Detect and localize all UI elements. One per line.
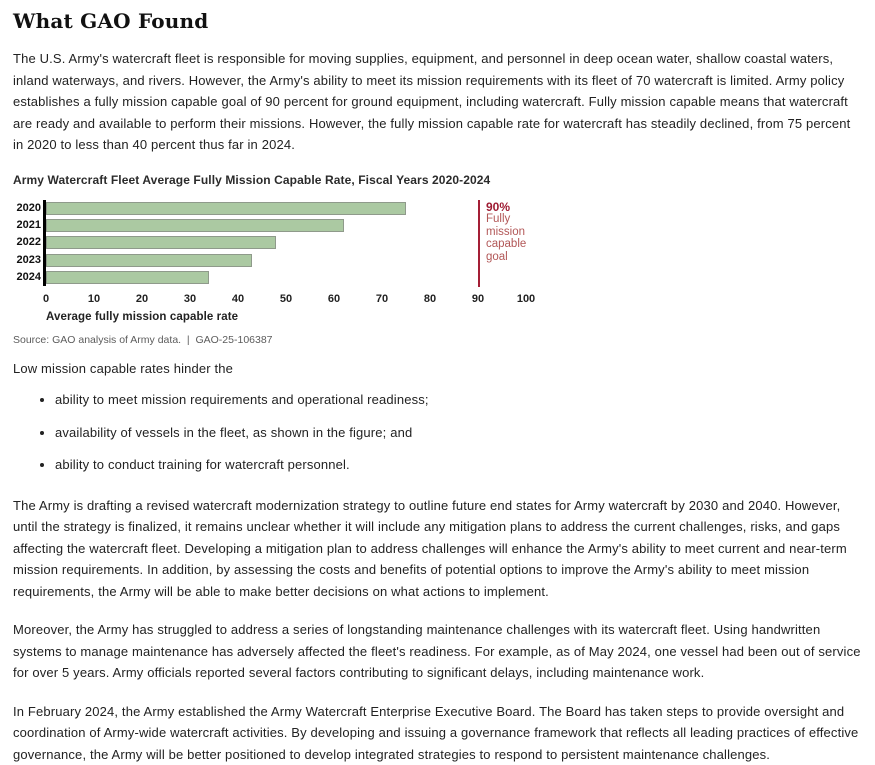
x-tick-label: 50	[280, 293, 292, 305]
x-tick-label: 10	[88, 293, 100, 305]
y-axis-label: 2022	[13, 237, 41, 248]
bar	[46, 271, 209, 284]
watercraft-chart	[13, 173, 862, 346]
goal-line	[478, 200, 480, 287]
x-axis-ticks	[46, 293, 526, 308]
y-axis-label: 2021	[13, 220, 41, 231]
x-tick-label: 40	[232, 293, 244, 305]
chart-bar-row	[13, 269, 862, 286]
bar	[46, 254, 252, 267]
chart-bar-row	[13, 234, 862, 251]
bar-track	[43, 269, 523, 286]
y-axis-label: 2024	[13, 272, 41, 283]
x-tick-label: 100	[517, 293, 535, 305]
x-axis-label: Average fully mission capable rate	[46, 311, 862, 323]
bar	[46, 219, 344, 232]
bar	[46, 202, 406, 215]
chart-plot	[13, 200, 862, 287]
bar-track	[43, 252, 523, 269]
list-item: • ability to conduct training for watercraft personnel.	[55, 454, 862, 476]
chart-rows	[13, 200, 862, 287]
x-tick-label: 90	[472, 293, 484, 305]
x-tick-label: 70	[376, 293, 388, 305]
chart-source: Source: GAO analysis of Army data. | GAO-25-106387	[13, 334, 862, 346]
y-axis-label: 2023	[13, 255, 41, 266]
chart-bar-row	[13, 200, 862, 217]
board-paragraph: In February 2024, the Army established the Army Watercraft Enterprise Executive Board. The Board has taken steps to provide oversight and coordination of Army-wide watercraft activities. By developing and issuing a governance framework that reflects all leading practices of effective governance, the Army will be better positioned to develop integrated strategies to respond to persistent maintenance challenges.	[13, 701, 862, 765]
list-item: • availability of vessels in the fleet, as shown in the figure; and	[55, 422, 862, 444]
y-axis-label: 2020	[13, 203, 41, 214]
chart-bar-row	[13, 217, 862, 234]
bar-track	[43, 217, 523, 234]
goal-label	[486, 201, 544, 264]
chart-title: Army Watercraft Fleet Average Fully Mission Capable Rate, Fiscal Years 2020-2024	[13, 173, 862, 187]
x-tick-label: 20	[136, 293, 148, 305]
goal-percent-label: 90%	[486, 201, 544, 214]
list-item: • ability to meet mission requirements and operational readiness;	[55, 389, 862, 411]
goal-text-label: Fully mission capable goal	[486, 213, 544, 263]
x-tick-label: 0	[43, 293, 49, 305]
chart-bar-row	[13, 252, 862, 269]
x-tick-label: 30	[184, 293, 196, 305]
list-intro: Low mission capable rates hinder the	[13, 358, 862, 380]
maintenance-paragraph: Moreover, the Army has struggled to address a series of longstanding maintenance challenges with its watercraft fleet. Using handwritten systems to manage maintenance has adversely affected the fleet's readiness. For example, as of May 2024, one vessel had been out of service for over 5 years. Army officials reported several factors contributing to significant delays, including maintenance work.	[13, 619, 862, 684]
intro-paragraph: The U.S. Army's watercraft fleet is responsible for moving supplies, equipment, and personnel in deep ocean water, shallow coastal waters, inland waterways, and rivers. However, the Army's ability to meet its mission requirements with its fleet of 70 watercraft is limited. Army policy establishes a fully mission capable goal of 90 percent for ground equipment, including watercraft. Fully mission capable means that watercraft are ready and available to perform their missions. However, the fully mission capable rate for watercraft has steadily declined, from 75 percent in 2020 to less than 40 percent thus far in 2024.	[13, 48, 862, 156]
x-tick-label: 60	[328, 293, 340, 305]
page-title: What GAO Found	[13, 9, 862, 33]
hindrance-list	[13, 389, 862, 476]
modernization-paragraph: The Army is drafting a revised watercraft modernization strategy to outline future end states for Army watercraft by 2030 and 2040. However, until the strategy is finalized, it remains unclear whether it will include any mitigation plans to address the current challenges, risks, and gaps affecting the watercraft fleet. Developing a mitigation plan to address challenges will enhance the Army's ability to meet current and near-term mission requirements. In addition, by assessing the costs and benefits of potential options to improve the Army's ability to meet mission requirements, the Army will be able to make better decisions on what actions to implement.	[13, 495, 862, 603]
bar-track	[43, 200, 523, 217]
bar	[46, 236, 276, 249]
bar-track	[43, 234, 523, 251]
x-tick-label: 80	[424, 293, 436, 305]
